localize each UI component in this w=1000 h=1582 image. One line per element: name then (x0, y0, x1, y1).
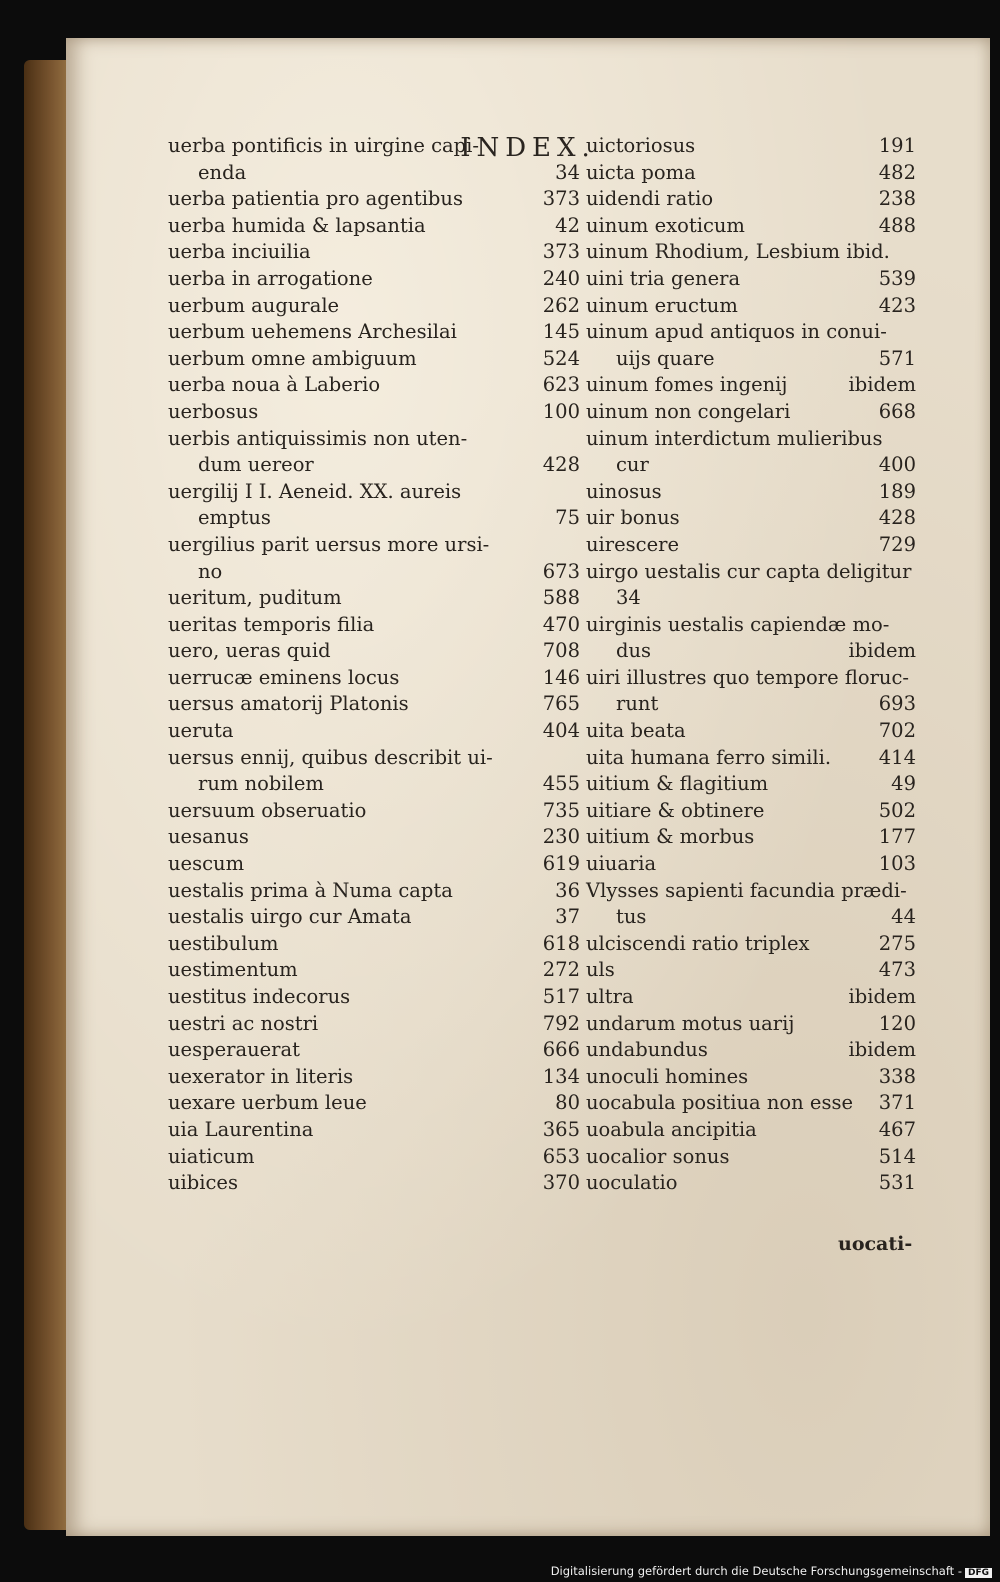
entry-page-number: 702 (878, 719, 916, 743)
index-entry (168, 559, 580, 586)
index-entry (168, 1144, 580, 1171)
index-entry (586, 824, 916, 851)
index-entry (586, 239, 916, 266)
entry-page-number: 729 (878, 532, 916, 556)
entry-term: uinum eructum (586, 293, 738, 317)
entry-term: uescum (168, 852, 245, 876)
entry-page-number: 514 (878, 1144, 916, 1168)
entry-term: uestitus indecorus (168, 985, 351, 1008)
entry-term: uestalis uirgo cur Amata (168, 905, 412, 929)
index-entry (586, 957, 916, 984)
entry-page-number: 473 (878, 958, 916, 982)
index-entry (586, 372, 916, 399)
entry-term: uiri illustres quo tempore floruc- (586, 665, 909, 689)
index-entry (168, 718, 580, 745)
entry-term: uocalior sonus (586, 1144, 730, 1168)
entry-term: uinosus (586, 479, 662, 503)
index-entry (586, 479, 916, 506)
index-entry (168, 612, 580, 639)
dfg-logo: DFG (965, 1568, 992, 1578)
index-entry (586, 984, 916, 1011)
entry-page-number: 668 (878, 399, 916, 423)
entry-term: ultra (586, 985, 634, 1008)
entry-page-number: 653 (542, 1144, 580, 1168)
index-entry (586, 931, 916, 958)
index-entry (586, 399, 916, 426)
entry-page-number: 735 (542, 798, 580, 822)
entry-term: dus (616, 639, 652, 663)
entry-term: uexerator in literis (168, 1064, 354, 1088)
entry-term: uero, ueras quid (168, 639, 331, 663)
entry-term: uictoriosus (586, 134, 696, 157)
entry-page-number: 238 (878, 187, 916, 211)
entry-term: cur (616, 453, 649, 477)
entry-term: uerbum omne ambiguum (168, 346, 417, 370)
entry-page-number: 189 (878, 479, 916, 503)
entry-term: uicta poma (586, 160, 696, 184)
entry-term: uesperauerat (168, 1038, 300, 1062)
entry-page-number: 623 (542, 373, 580, 397)
index-entry (168, 1090, 580, 1117)
index-entry (168, 984, 580, 1011)
entry-term: uinum apud antiquos in conui- (586, 320, 887, 344)
entry-page-number: 44 (891, 905, 916, 929)
index-entry (586, 186, 916, 213)
index-entry (168, 745, 580, 772)
entry-page-number: 488 (878, 213, 916, 237)
entry-page-number: 134 (542, 1064, 580, 1088)
entry-page-number: 792 (542, 1011, 580, 1035)
entry-page-number: 37 (555, 905, 580, 929)
entry-page-number: 34 (555, 160, 580, 184)
entry-page-number: 371 (878, 1091, 916, 1115)
entry-page-number: 338 (878, 1064, 916, 1088)
entry-term: uergilius parit uersus more ursi- (168, 532, 490, 556)
entry-term: uoabula ancipitia (586, 1117, 757, 1141)
index-entry (586, 718, 916, 745)
entry-term: uinum Rhodium, Lesbium ibid. (586, 240, 890, 264)
entry-term: uestalis prima à Numa capta (168, 878, 453, 902)
entry-term: ueritum, puditum (168, 586, 342, 610)
index-entry (586, 133, 916, 160)
index-entry (586, 1064, 916, 1091)
index-entry (168, 426, 580, 453)
index-entry (586, 904, 916, 931)
index-entry (168, 346, 580, 373)
entry-term: uiaticum (168, 1144, 255, 1168)
index-entry (168, 585, 580, 612)
index-entry (586, 798, 916, 825)
index-entry (586, 1170, 916, 1197)
entry-page-number: 373 (542, 240, 580, 264)
entry-term: uerbum augurale (168, 293, 340, 317)
entry-term: uerba patientia pro agentibus (168, 187, 463, 211)
entry-term: dum uereor (198, 453, 314, 477)
index-column-left (168, 133, 580, 1197)
entry-term: undarum motus uarij (586, 1011, 795, 1035)
entry-term: uerba pontificis in uirgine capi- (168, 134, 479, 157)
entry-page-number: 539 (878, 266, 916, 290)
index-entry (586, 612, 916, 639)
entry-term: emptus (198, 506, 271, 530)
entry-page-number: 177 (878, 825, 916, 849)
entry-page-number: 80 (555, 1091, 580, 1115)
index-entry (168, 160, 580, 187)
index-entry (168, 532, 580, 559)
entry-term: uirescere (586, 532, 679, 556)
entry-page-number: 423 (878, 293, 916, 317)
entry-page-number: 365 (542, 1117, 580, 1141)
index-entry (586, 638, 916, 665)
entry-term: ulciscendi ratio triplex (586, 931, 810, 955)
index-entry (168, 133, 580, 160)
entry-term: uls (586, 958, 615, 982)
index-entry (586, 691, 916, 718)
index-entry (586, 851, 916, 878)
entry-term: uesanus (168, 825, 249, 849)
index-entry (168, 638, 580, 665)
entry-page-number: 145 (542, 320, 580, 344)
index-entry (168, 239, 580, 266)
entry-term: uersus ennij, quibus describit ui- (168, 745, 493, 769)
entry-term: uijs quare (616, 346, 715, 370)
index-entry (168, 665, 580, 692)
entry-page-number: 49 (891, 772, 916, 796)
entry-page-number: 708 (542, 639, 580, 663)
index-entry (168, 1064, 580, 1091)
index-entry (586, 878, 916, 905)
footer-text: Digitalisierung gefördert durch die Deutsche Forschungsgemeinschaft - (550, 1564, 962, 1578)
entry-page-number: 404 (542, 719, 580, 743)
entry-page-number: 400 (878, 453, 916, 477)
entry-term: uexare uerbum leue (168, 1091, 367, 1115)
index-entry (168, 186, 580, 213)
entry-term: uergilij I I. Aeneid. XX. aureis (168, 479, 462, 503)
entry-term: uerbum uehemens Archesilai (168, 320, 457, 344)
index-entry (586, 426, 916, 453)
index-entry (168, 372, 580, 399)
entry-term: uersuum obseruatio (168, 798, 367, 822)
index-entry (168, 479, 580, 506)
entry-page-number: 455 (542, 772, 580, 796)
index-entry (586, 160, 916, 187)
entry-page-number: 428 (878, 506, 916, 530)
entry-page-number: ibidem (848, 1038, 916, 1062)
index-entry (586, 505, 916, 532)
entry-term: runt (616, 692, 659, 716)
entry-page-number: 693 (878, 692, 916, 716)
entry-term: ueritas temporis filia (168, 612, 375, 636)
entry-page-number: 36 (555, 878, 580, 902)
entry-page-number: 275 (878, 931, 916, 955)
entry-term: uirginis uestalis capiendæ mo- (586, 612, 890, 636)
index-entry (586, 665, 916, 692)
entry-term: uita humana ferro simili. (586, 745, 832, 769)
entry-term: undabundus (586, 1038, 708, 1062)
entry-page-number: 524 (542, 346, 580, 370)
entry-term: uestimentum (168, 958, 298, 982)
entry-term: 34 (616, 586, 641, 610)
entry-page-number: ibidem (848, 373, 916, 397)
index-column-right (586, 133, 916, 1197)
index-entry (586, 745, 916, 772)
index-entry (168, 213, 580, 240)
running-head: INDEX. (460, 133, 596, 163)
entry-page-number: 120 (878, 1011, 916, 1035)
entry-term: uinum non congelari (586, 399, 791, 423)
entry-page-number: 765 (542, 692, 580, 716)
entry-term: uerba noua à Laberio (168, 373, 381, 397)
index-entry (586, 1144, 916, 1171)
index-entry (586, 1011, 916, 1038)
entry-term: uerba in arrogatione (168, 266, 373, 290)
entry-page-number: ibidem (848, 985, 916, 1008)
entry-term: Vlysses sapienti facundia prædi- (586, 878, 907, 902)
entry-page-number: 482 (878, 160, 916, 184)
entry-page-number: 666 (542, 1038, 580, 1062)
entry-term: uitium & flagitium (586, 772, 769, 796)
entry-page-number: 517 (542, 985, 580, 1008)
index-entry (168, 957, 580, 984)
index-entry (586, 532, 916, 559)
entry-term: tus (616, 905, 647, 929)
entry-page-number: 470 (542, 612, 580, 636)
index-entry (168, 1117, 580, 1144)
entry-page-number: 262 (542, 293, 580, 317)
entry-term: uini tria genera (586, 266, 741, 290)
index-entry (168, 798, 580, 825)
entry-term: uinum interdictum mulieribus (586, 426, 883, 450)
index-entry (168, 771, 580, 798)
entry-term: uita beata (586, 719, 686, 743)
index-entry (168, 319, 580, 346)
entry-term: rum nobilem (198, 772, 324, 796)
entry-term: uir bonus (586, 506, 680, 530)
index-entry (168, 691, 580, 718)
index-entry (586, 452, 916, 479)
entry-term: uerbis antiquissimis non uten- (168, 426, 468, 450)
entry-term: uestri ac nostri (168, 1011, 319, 1035)
entry-page-number: 42 (555, 213, 580, 237)
entry-page-number: 146 (542, 665, 580, 689)
entry-term: uirgo uestalis cur capta deligitur (586, 559, 912, 583)
index-entry (168, 452, 580, 479)
index-entry (168, 399, 580, 426)
entry-term: unoculi homines (586, 1064, 749, 1088)
entry-term: uitiare & obtinere (586, 798, 765, 822)
entry-page-number: 373 (542, 187, 580, 211)
index-entry (586, 346, 916, 373)
entry-page-number: 467 (878, 1117, 916, 1141)
entry-term: uidendi ratio (586, 187, 714, 211)
index-entry (168, 931, 580, 958)
catchword: uocati- (838, 1233, 913, 1255)
entry-page-number: 370 (542, 1171, 580, 1195)
index-entry (168, 1011, 580, 1038)
entry-term: uerrucæ eminens locus (168, 665, 400, 689)
index-entry (586, 266, 916, 293)
entry-page-number: 619 (542, 852, 580, 876)
index-entry (168, 505, 580, 532)
index-entry (168, 266, 580, 293)
entry-term: uinum fomes ingenij (586, 373, 788, 397)
entry-term: uia Laurentina (168, 1117, 314, 1141)
entry-page-number: 103 (878, 852, 916, 876)
entry-term: uerbosus (168, 399, 259, 423)
index-entry (168, 293, 580, 320)
entry-page-number: 240 (542, 266, 580, 290)
index-entry (586, 559, 916, 586)
index-entry (586, 1117, 916, 1144)
entry-page-number: 673 (542, 559, 580, 583)
entry-term: uiuaria (586, 852, 657, 876)
entry-term: uerba humida & lapsantia (168, 213, 426, 237)
entry-page-number: 191 (878, 134, 916, 157)
index-entry (168, 1170, 580, 1197)
entry-page-number: 414 (878, 745, 916, 769)
entry-page-number: 618 (542, 931, 580, 955)
entry-page-number: 588 (542, 586, 580, 610)
entry-page-number: ibidem (848, 639, 916, 663)
index-entry (168, 878, 580, 905)
index-entry (586, 1037, 916, 1064)
entry-term: uocabula positiua non esse (586, 1091, 854, 1115)
index-entry (586, 771, 916, 798)
entry-term: uoculatio (586, 1171, 678, 1195)
entry-term: no (198, 559, 223, 583)
index-entry (586, 585, 916, 612)
entry-term: uitium & morbus (586, 825, 755, 849)
index-entry (168, 824, 580, 851)
entry-term: enda (198, 160, 247, 184)
entry-page-number: 571 (878, 346, 916, 370)
entry-term: uerba inciuilia (168, 240, 311, 264)
index-entry (586, 213, 916, 240)
index-entry (586, 1090, 916, 1117)
entry-term: ueruta (168, 719, 234, 743)
index-entry (586, 319, 916, 346)
entry-page-number: 230 (542, 825, 580, 849)
entry-page-number: 75 (555, 506, 580, 530)
entry-page-number: 502 (878, 798, 916, 822)
entry-term: uibices (168, 1171, 238, 1195)
entry-term: uestibulum (168, 931, 279, 955)
index-entry (168, 851, 580, 878)
index-entry (168, 904, 580, 931)
index-entry (586, 293, 916, 320)
index-entry (168, 1037, 580, 1064)
entry-term: uinum exoticum (586, 213, 745, 237)
entry-page-number: 272 (542, 958, 580, 982)
entry-page-number: 428 (542, 453, 580, 477)
entry-term: uersus amatorij Platonis (168, 692, 409, 716)
entry-page-number: 100 (542, 399, 580, 423)
digitization-footer (551, 1564, 992, 1578)
entry-page-number: 531 (878, 1171, 916, 1195)
